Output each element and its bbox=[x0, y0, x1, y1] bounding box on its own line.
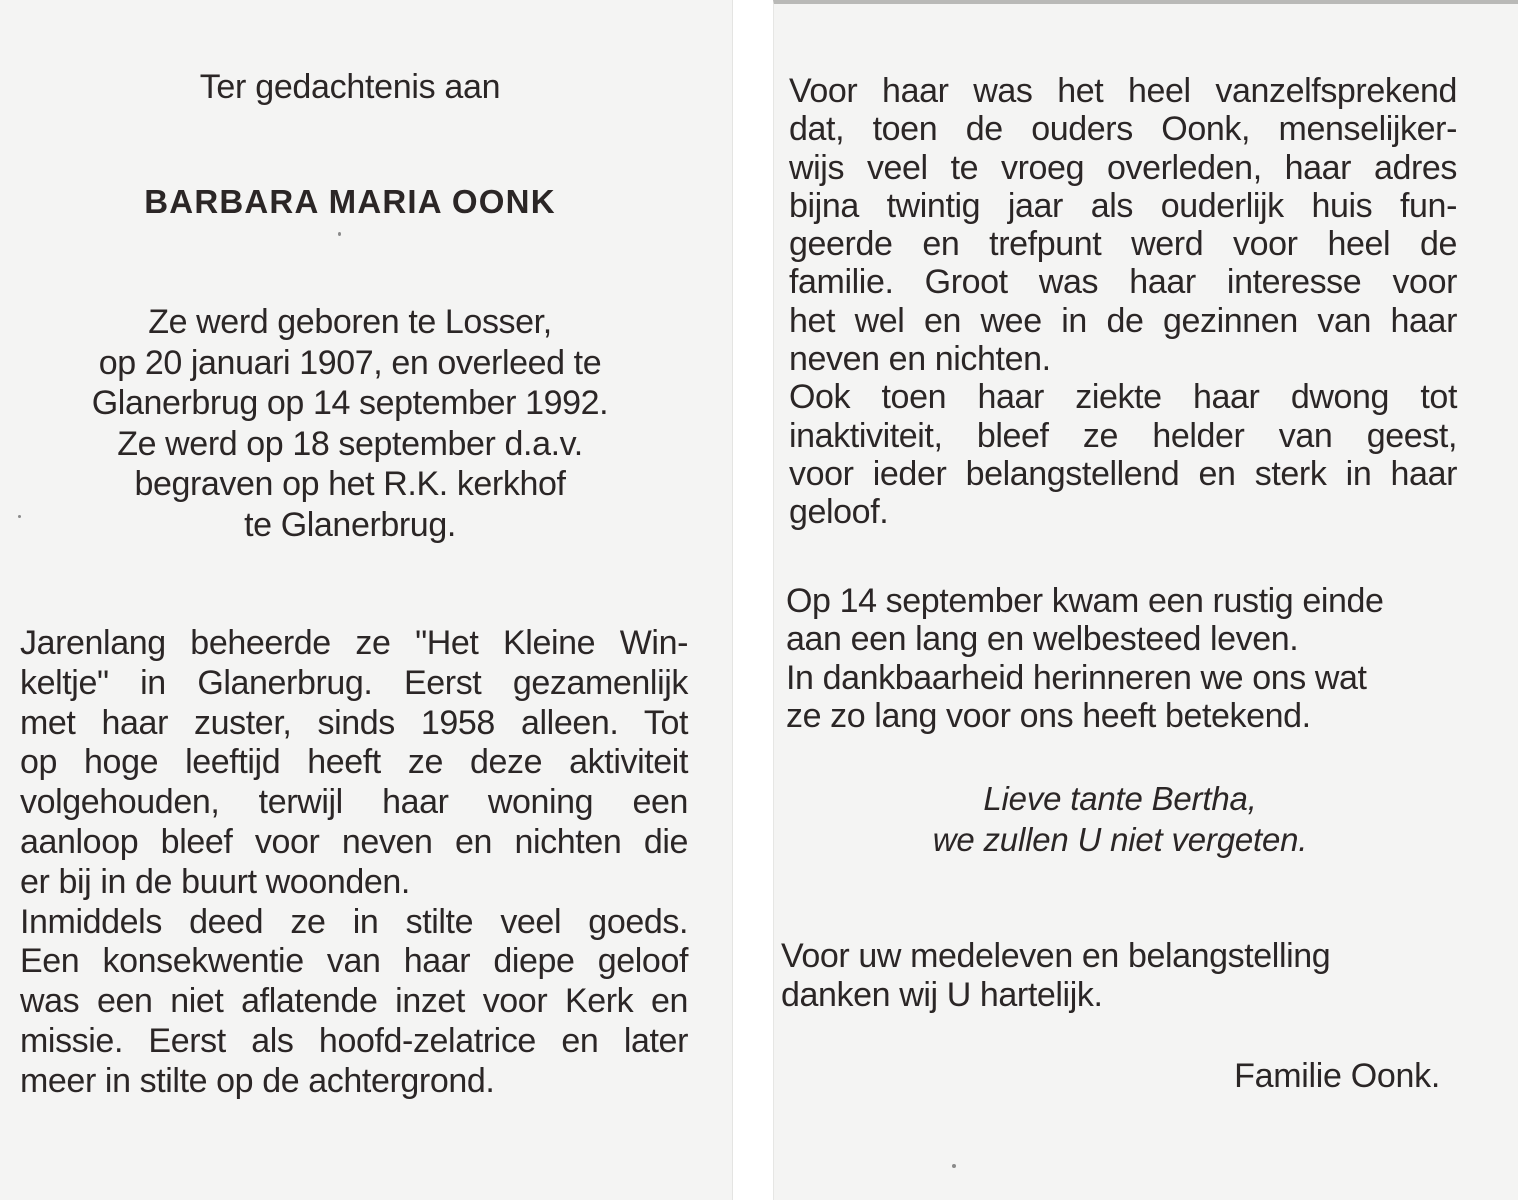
tribute-line: Voor haar was het heel vanzelfsprekend bbox=[789, 72, 1457, 110]
closing-line: aan een lang en welbesteed leven. bbox=[786, 620, 1299, 659]
biography-line: Inmiddels deed ze in stilte veel goeds. bbox=[20, 902, 688, 941]
closing-line: Op 14 september kwam een rustig einde bbox=[786, 582, 1384, 620]
family-signature: Familie Oonk. bbox=[1234, 1057, 1440, 1095]
biography-line: Jarenlang beheerde ze "Het Kleine Win- bbox=[20, 624, 688, 662]
biography-line: keltje" in Glanerbrug. Eerst gezamenlijk bbox=[20, 663, 688, 702]
tribute-line: wijs veel te vroeg overleden, haar adres bbox=[789, 148, 1457, 187]
biography-line: met haar zuster, sinds 1958 alleen. Tot bbox=[20, 703, 688, 742]
quote-line: we zullen U niet vergeten. bbox=[932, 821, 1308, 858]
scan-speck bbox=[338, 232, 341, 236]
birth-line: Ze werd geboren te Losser, bbox=[148, 303, 552, 341]
tribute-line: inaktiviteit, bleef ze helder van geest, bbox=[789, 416, 1457, 455]
biography-paragraph bbox=[20, 624, 688, 1102]
birth-line: begraven op het R.K. kerkhof bbox=[134, 465, 566, 503]
tribute-line: dat, toen de ouders Oonk, menselijker- bbox=[789, 110, 1457, 149]
tribute-line: geerde en trefpunt werd voor heel de bbox=[789, 225, 1457, 264]
deceased-name: BARBARA MARIA OONK bbox=[144, 183, 556, 220]
farewell-quote bbox=[860, 778, 1380, 860]
biography-line: was een niet aflatende inzet voor Kerk en bbox=[20, 982, 688, 1021]
scan-speck bbox=[18, 515, 21, 518]
birth-death-details bbox=[40, 302, 660, 545]
biography-line: meer in stilte op de achtergrond. bbox=[20, 1061, 495, 1100]
tribute-line: familie. Groot was haar interesse voor bbox=[789, 263, 1457, 302]
tribute-line: het wel en wee in de gezinnen van haar bbox=[789, 301, 1457, 340]
thanks-line: Voor uw medeleven en belangstelling bbox=[781, 937, 1331, 975]
tribute-line: voor ieder belangstellend en sterk in haar bbox=[789, 454, 1457, 493]
memorial-heading: Ter gedachtenis aan bbox=[199, 68, 501, 106]
biography-line: er bij in de buurt woonden. bbox=[20, 862, 410, 901]
biography-line: Een konsekwentie van haar diepe geloof bbox=[20, 942, 688, 981]
biography-line: missie. Eerst als hoofd-zelatrice en later bbox=[20, 1021, 688, 1060]
closing-paragraph bbox=[786, 582, 1454, 735]
birth-line: op 20 januari 1907, en overleed te bbox=[98, 343, 602, 382]
birth-line: Ze werd op 18 september d.a.v. bbox=[117, 424, 583, 463]
tribute-line: neven en nichten. bbox=[789, 340, 1051, 379]
closing-line: In dankbaarheid herinneren we ons wat bbox=[786, 658, 1367, 697]
birth-line: Glanerbrug op 14 september 1992. bbox=[91, 384, 609, 422]
tribute-line: Ook toen haar ziekte haar dwong tot bbox=[789, 378, 1457, 417]
birth-line: te Glanerbrug. bbox=[244, 505, 456, 544]
scan-speck bbox=[952, 1164, 956, 1168]
thanks-paragraph bbox=[781, 937, 1449, 1015]
tribute-paragraph bbox=[789, 72, 1457, 532]
closing-line: ze zo lang voor ons heeft betekend. bbox=[786, 696, 1311, 735]
thanks-line: danken wij U hartelijk. bbox=[781, 976, 1103, 1014]
biography-line: volgehouden, terwijl haar woning een bbox=[20, 783, 688, 822]
biography-line: aanloop bleef voor neven en nichten die bbox=[20, 822, 688, 861]
panel-gutter bbox=[733, 0, 773, 1200]
tribute-line: geloof. bbox=[789, 493, 889, 532]
biography-line: op hoge leeftijd heeft ze deze aktiviteit bbox=[20, 743, 688, 782]
quote-line: Lieve tante Bertha, bbox=[983, 780, 1257, 817]
tribute-line: bijna twintig jaar als ouderlijk huis fun- bbox=[789, 186, 1457, 225]
